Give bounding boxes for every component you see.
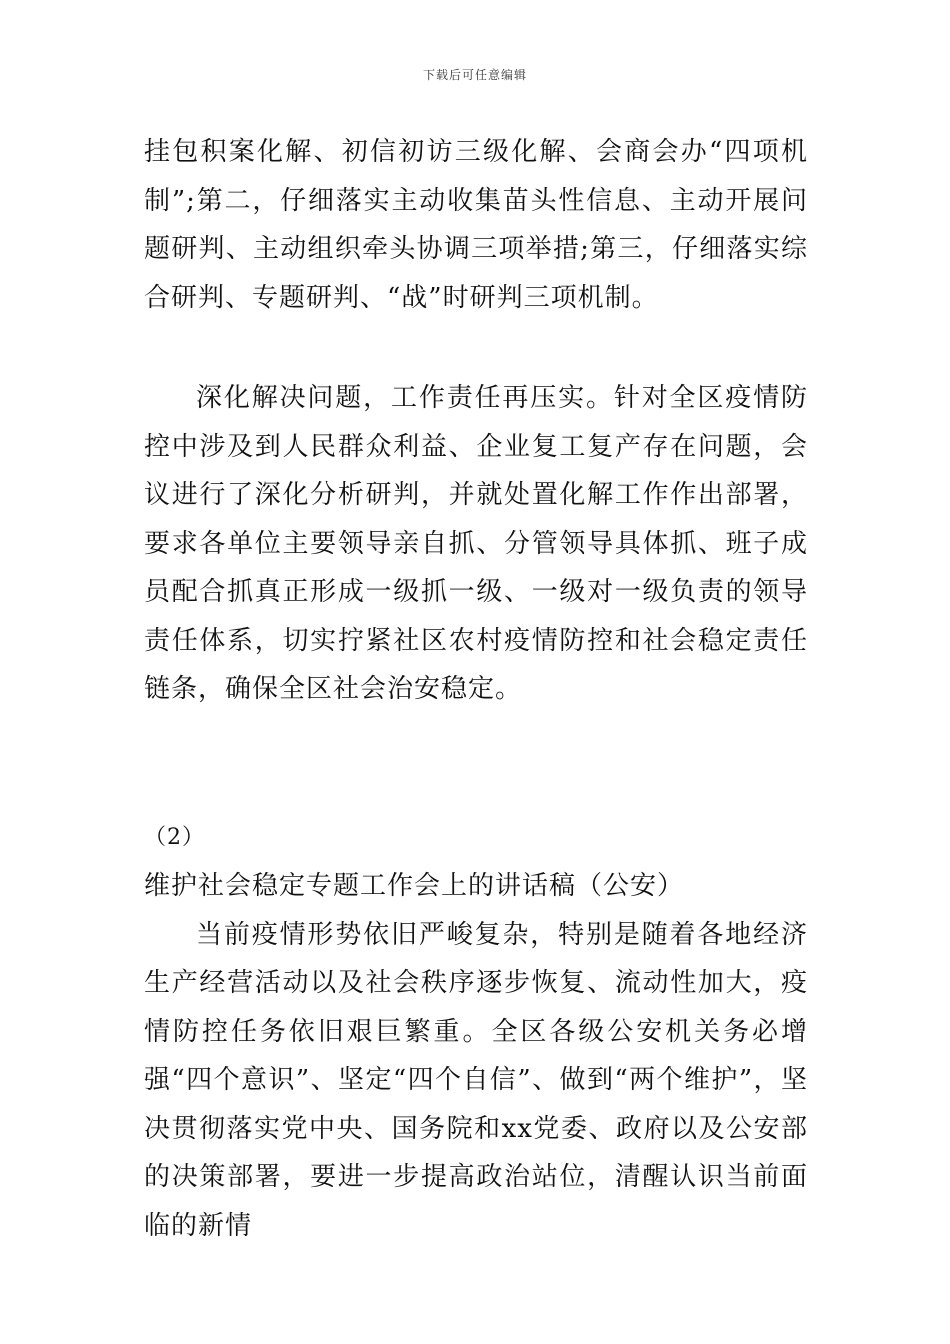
paragraph-speech-intro: 当前疫情形势依旧严峻复杂，特别是随着各地经济生产经营活动以及社会秩序逐步恢复、流动性加大，疫情防控任务依旧艰巨繁重。全区各级公安机关务必增强“四个意识”、坚定“四个自信”、做到“两个维护”，坚决贯彻落实党中央、国务院和xx党委、政府以及公安部的决策部署，要进一步提高政治站位，清醒认识当前面临的新情 <box>144 919 808 1241</box>
section-number: （2） <box>144 824 205 850</box>
page-header: 下载后可任意编辑 <box>422 68 527 82</box>
paragraph-spacer <box>144 322 808 374</box>
paragraph-continued: 挂包积案化解、初信初访三级化解、会商会办“四项机制”;第二，仔细落实主动收集苗头性信息、主动开展问题研判、主动组织牵头协调三项举措;第三，仔细落实综合研判、专题研判、“战”时研判三项机制。 <box>144 137 808 313</box>
document-body <box>144 128 808 1250</box>
section-title: 维护社会稳定专题工作会上的讲话稿（公安） <box>144 871 685 901</box>
section-spacer <box>144 714 808 814</box>
paragraph-responsibility: 深化解决问题，工作责任再压实。针对全区疫情防控中涉及到人民群众利益、企业复工复产存在问题，会议进行了深化分析研判，并就处置化解工作作出部署，要求各单位主要领导亲自抓、分管领导具体抓、班子成员配合抓真正形成一级抓一级、一级对一级负责的领导责任体系，切实拧紧社区农村疫情防控和社会稳定责任链条，确保全区社会治安稳定。 <box>144 383 808 704</box>
